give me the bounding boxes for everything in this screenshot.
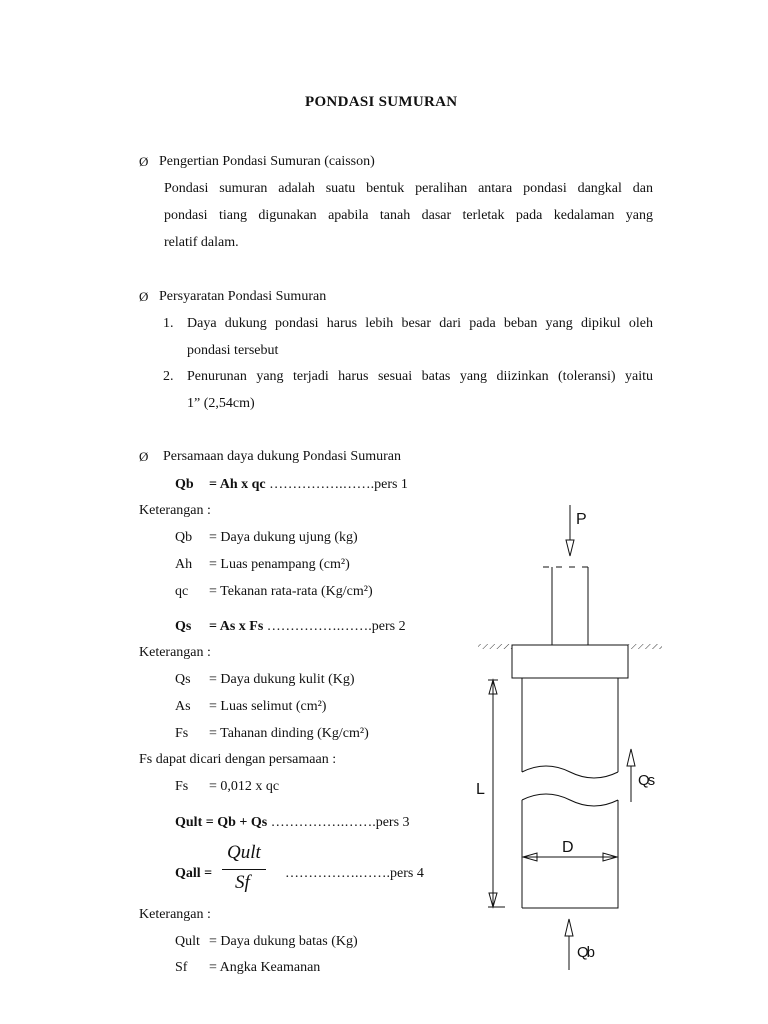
equation-expression: = Ah x qc (209, 477, 266, 492)
definition-text: = Tekanan rata-rata (Kg/cm²) (209, 584, 373, 599)
arrow-qs (627, 749, 635, 802)
upper-shaft (522, 678, 618, 778)
equation-symbol: Qb (175, 477, 194, 492)
label-qs: Qs (638, 772, 654, 789)
equation-reference: …………….…….pers 2 (263, 619, 406, 634)
definition-text: = Tahanan dinding (Kg/cm²) (209, 726, 369, 741)
definition-text: = Angka Keamanan (209, 960, 321, 975)
label-d: D (562, 839, 574, 856)
dimension-l (488, 680, 505, 907)
bullet-icon: Ø (139, 449, 149, 464)
definition-symbol: Ah (175, 557, 193, 572)
list-item-text: Penurunan yang terjadi harus sesuai batas yang diizinkan (toleransi) yaitu (187, 369, 653, 384)
definition-symbol: Qs (175, 672, 191, 687)
definition-symbol: Fs (175, 726, 189, 741)
equation-lhs: Qall = (175, 866, 213, 881)
list-item-text: 1” (2,54cm) (187, 396, 255, 411)
equation-reference: …………….…….pers 3 (267, 815, 410, 830)
keterangan-label: Keterangan : (139, 503, 211, 518)
definition-symbol: qc (175, 584, 189, 599)
section-heading-persamaan: Persamaan daya dukung Pondasi Sumuran (163, 449, 401, 464)
list-item-text: pondasi tersebut (187, 343, 279, 358)
bullet-icon: Ø (139, 154, 149, 169)
fs-note: Fs dapat dicari dengan persamaan : (139, 752, 337, 767)
label-l: L (476, 781, 485, 798)
fraction-denominator: Sf (235, 872, 250, 893)
definition-text: = Luas penampang (cm²) (209, 557, 350, 572)
equation-expression: = As x Fs (209, 619, 264, 634)
keterangan-label: Keterangan : (139, 645, 211, 660)
section-heading-persyaratan: Persyaratan Pondasi Sumuran (159, 289, 327, 304)
arrow-qb (565, 919, 573, 970)
equation-reference: …………….…….pers 1 (265, 477, 408, 492)
paragraph-line: relatif dalam. (164, 235, 239, 250)
pile-cap (512, 645, 628, 678)
label-qb: Qb (577, 944, 594, 961)
load-arrow-p (566, 505, 574, 556)
label-p: P (576, 511, 587, 528)
list-item-number: 2. (163, 369, 174, 384)
column (552, 567, 588, 645)
list-item-number: 1. (163, 316, 174, 331)
list-item-text: Daya dukung pondasi harus lebih besar dari pada beban yang dipikul oleh (187, 316, 653, 331)
definition-symbol: As (175, 699, 191, 714)
definition-symbol: Sf (175, 960, 188, 975)
paragraph-line: pondasi tiang digunakan apabila tanah dasar terletak pada kedalaman yang (164, 208, 653, 223)
fraction-numerator: Qult (227, 842, 261, 863)
equation-symbol: Qs (175, 619, 192, 634)
definition-symbol: Qb (175, 530, 193, 545)
definition-text: = Daya dukung kulit (Kg) (209, 672, 355, 687)
keterangan-label: Keterangan : (139, 907, 211, 922)
equation-expression: Qult = Qb + Qs (175, 815, 268, 830)
definition-text: = 0,012 x qc (209, 779, 280, 794)
definition-text: = Daya dukung batas (Kg) (209, 934, 358, 949)
bullet-icon: Ø (139, 289, 149, 304)
equation-reference: …………….…….pers 4 (285, 866, 424, 881)
page-title: PONDASI SUMURAN (305, 94, 458, 110)
definition-text: = Luas selimut (cm²) (209, 699, 327, 714)
paragraph-line: Pondasi sumuran adalah suatu bentuk peralihan antara pondasi dangkal dan (164, 181, 653, 196)
ground-hatch-right (628, 644, 662, 649)
definition-symbol: Fs (175, 779, 189, 794)
definition-text: = Daya dukung ujung (kg) (209, 530, 358, 545)
definition-symbol: Qult (175, 934, 200, 949)
ground-hatch-left (478, 644, 512, 649)
section-heading-pengertian: Pengertian Pondasi Sumuran (caisson) (159, 154, 375, 169)
